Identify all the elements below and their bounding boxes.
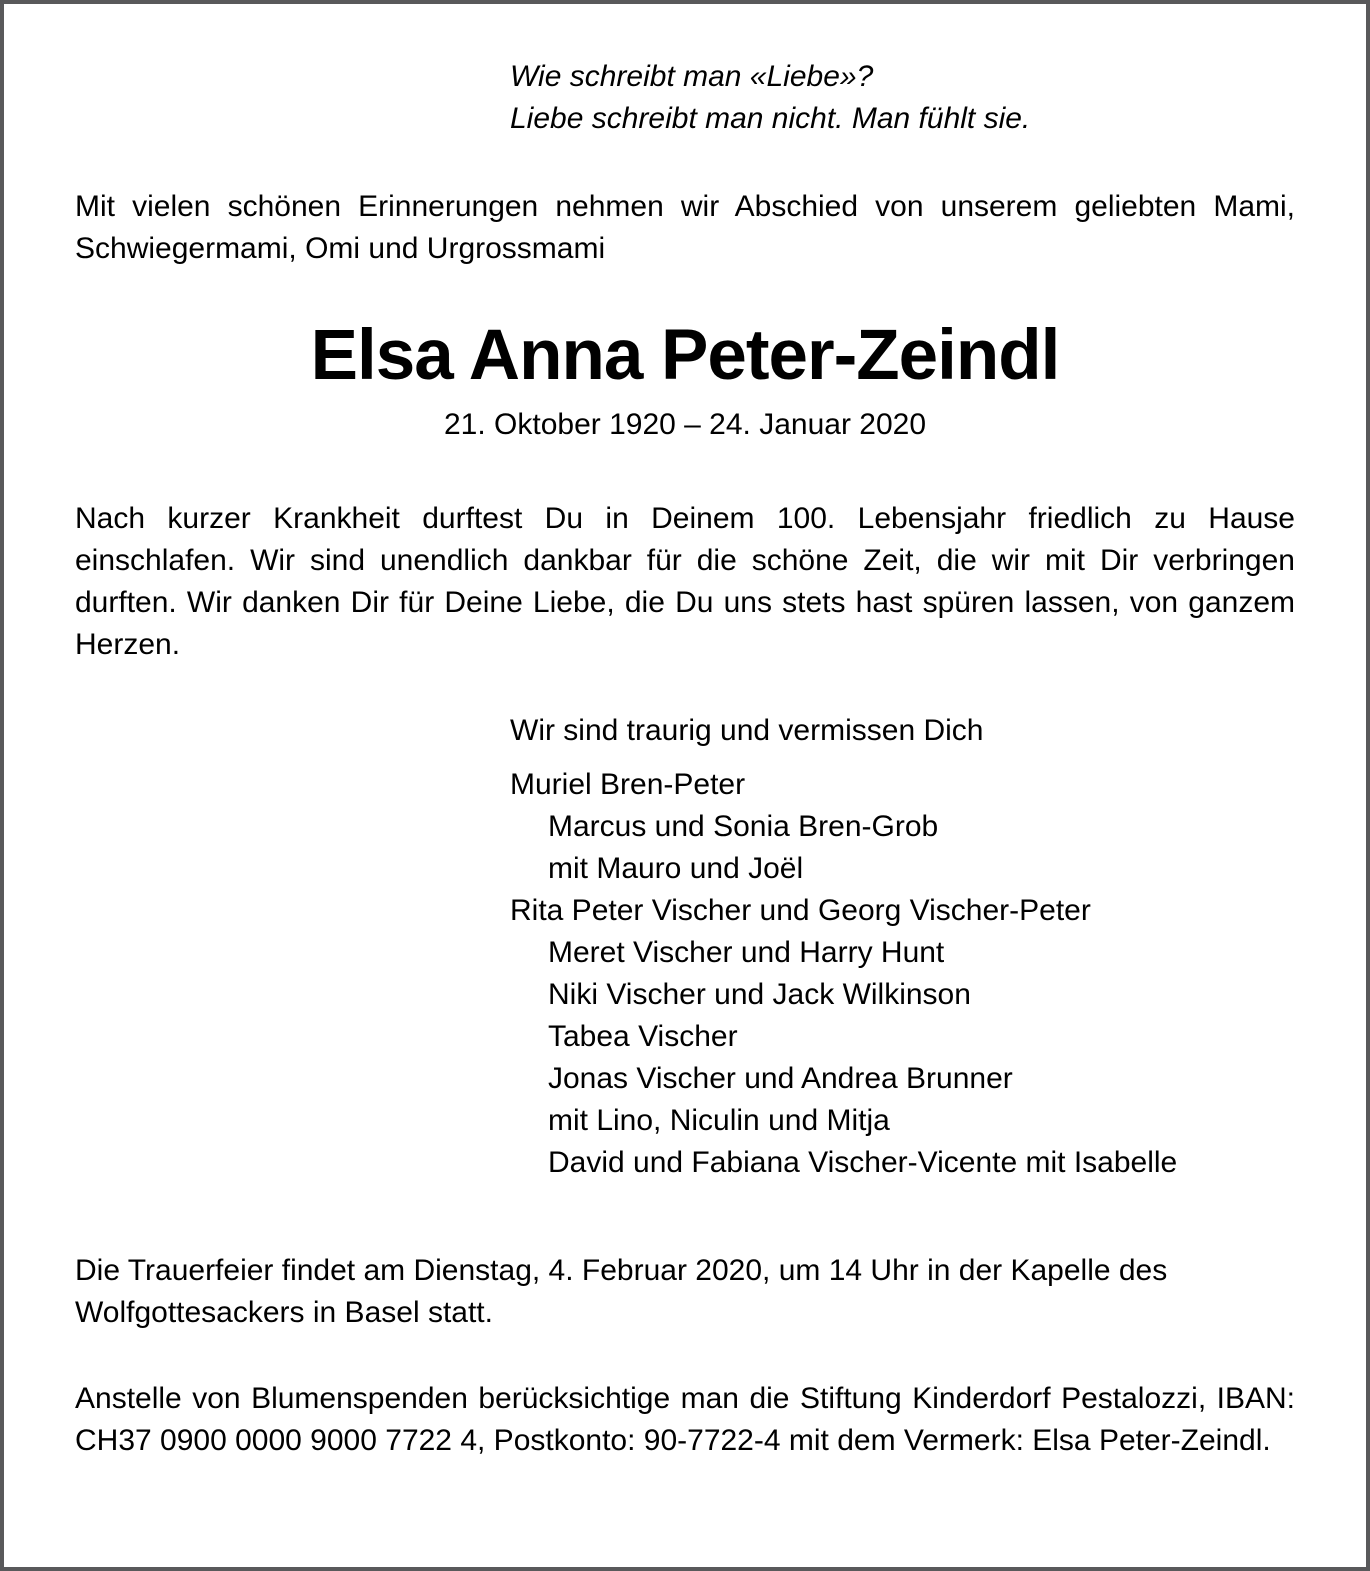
family-member-line: Jonas Vischer und Andrea Brunner bbox=[548, 1062, 1013, 1095]
family-member-line: Rita Peter Vischer und Georg Vischer-Peter bbox=[510, 894, 1091, 927]
family-member-line: mit Mauro und Joël bbox=[548, 852, 804, 885]
family-member-line: mit Lino, Niculin und Mitja bbox=[548, 1104, 890, 1137]
family-member-line: David und Fabiana Vischer-Vicente mit Isabelle bbox=[548, 1146, 1178, 1179]
family-member-line: Tabea Vischer bbox=[548, 1020, 738, 1053]
service-paragraph: Die Trauerfeier findet am Dienstag, 4. Februar 2020, um 14 Uhr in der Kapelle des Wolfgottesackers in Basel statt. bbox=[75, 1254, 1168, 1329]
family-member-line: Marcus und Sonia Bren-Grob bbox=[548, 810, 939, 843]
epigraph bbox=[510, 56, 1295, 140]
intro-paragraph: Mit vielen schönen Erinnerungen nehmen wir Abschied von unserem geliebten Mami, Schwiegermami, Omi und Urgrossmami bbox=[75, 190, 1295, 265]
mourning-heading: Wir sind traurig und vermissen Dich bbox=[510, 714, 984, 747]
donations-paragraph: Anstelle von Blumenspenden berücksichtige man die Stiftung Kinderdorf Pestalozzi, IBAN: CH37 0900 0000 9000 7722 4, Postkonto: 90-7722-4 mit dem Vermerk: Elsa Peter-Zeindl. bbox=[75, 1382, 1295, 1457]
family-list bbox=[510, 764, 1295, 1184]
deceased-name: Elsa Anna Peter-Zeindl bbox=[310, 316, 1060, 395]
family-member-line: Muriel Bren-Peter bbox=[510, 768, 746, 801]
family-member-line: Meret Vischer und Harry Hunt bbox=[548, 936, 945, 969]
epigraph-line-2: Liebe schreibt man nicht. Man fühlt sie. bbox=[510, 102, 1031, 135]
epigraph-line-1: Wie schreibt man «Liebe»? bbox=[510, 60, 874, 93]
tribute-paragraph: Nach kurzer Krankheit durftest Du in Deinem 100. Lebensjahr friedlich zu Hause einschlafen. Wir sind unendlich dankbar für die schöne Zeit, die wir mit Dir verbringen durften. Wir danken Dir für Deine Liebe, die Du uns stets hast spüren lassen, von ganzem Herzen. bbox=[75, 502, 1295, 661]
life-dates: 21. Oktober 1920 – 24. Januar 2020 bbox=[443, 408, 927, 441]
family-member-line: Niki Vischer und Jack Wilkinson bbox=[548, 978, 971, 1011]
